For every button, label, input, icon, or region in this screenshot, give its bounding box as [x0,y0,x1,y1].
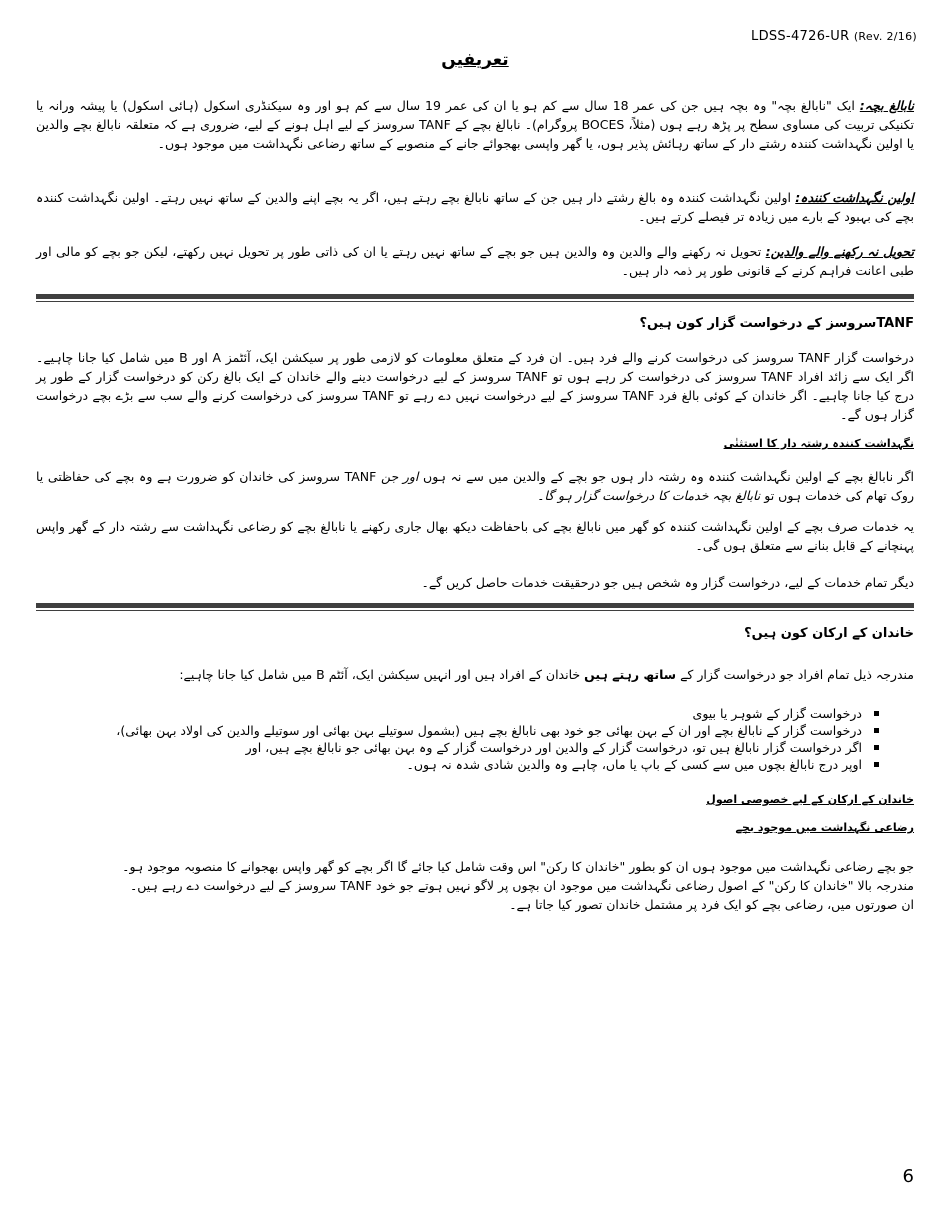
exception-text: اگر نابالغ بچے کے اولین نگہداشت کنندہ وہ رشتہ دار ہوں جو بچے کے والدین میں سے نہ ہوں [418,469,915,484]
section-divider [36,603,914,608]
intro-text: خاندان کے افراد ہیں اور انہیں سیکشن ایک، آئٹم B میں شامل کیا جانا چاہیے: [179,667,585,682]
section-divider [36,294,914,299]
list-item: اوپر درج نابالغ بچوں میں سے کسی کے باپ یا ماں، چاہے وہ والدین شادی شدہ نہ ہوں۔ [36,756,914,773]
special-rules-heading: خاندان کے ارکان کے لیے خصوصی اصول [706,793,914,806]
form-identifier [751,29,917,44]
exception-paragraph-2: یہ خدمات صرف بچے کے اولین نگہداشت کنندہ کو گھر میں نابالغ بچے کی باحفاظت دیکھ بھال جاری رکھنے یا نابالغ بچے کو رضاعی نگہداشت سے رشتہ دار کے گھر واپس پہنچانے کے قابل بنانے سے متعلق ہوں گی۔ [36,519,914,553]
caretaker-exception-heading: نگہداشت کنندہ رشتہ دار کا استثنٰی [723,437,914,450]
foster-line-1: جو بچے رضاعی نگہداشت میں موجود ہوں ان کو بطور "خاندان کا رکن" اس وقت شامل کیا جائے گا اگر بچے کو گھر واپس بھجوانے کا منصوبہ موجود ہو۔ [122,859,914,874]
foster-care-heading: رضاعی نگہداشت میں موجود بچے [735,821,914,834]
definition-minor-child [36,96,914,153]
exception-emphasis: اور جن [380,469,419,484]
list-item: درخواست گزار کے شوہر یا بیوی [36,705,914,722]
list-item: درخواست گزار کے نابالغ بچے اور ان کے بہن بھائی جو خود بھی نابالغ بچے ہیں (بشمول سوتیلے بہن بھائی اور سوتیلے والدین کی اولاد بہن بھائی)، [36,722,914,739]
definition-text: اولین نگہداشت کنندہ وہ بالغ رشتے دار ہیں جن کے ساتھ نابالغ بچے رہتے ہیں، اگر یہ بچے اپنے والدین کے ساتھ نہیں رہتے۔ اولین نگہداشت کنندہ بچے کی بہبود کے بارے میں زیادہ تر فیصلے کرتے ہیں۔ [36,190,914,224]
definition-non-custodial-parent [36,242,914,280]
foster-care-paragraph [36,857,914,914]
exception-paragraph-1 [36,467,914,505]
applicants-paragraph: درخواست گزار TANF سروسز کی درخواست کرنے والے فرد ہیں۔ ان فرد کے متعلق معلومات کو لازمی طور پر سیکشن ایک، آئٹمز A اور B میں شامل کیا جانا چاہیے۔ اگر ایک سے زائد افراد TANF سروسز کی درخواست کر رہے ہوں تو TANF سروسز کے لیے درخواست دینے والے خاندان کے ایک بالغ رکن کو درخواست گزار کے طور پر درج کیا جانا چاہیے۔ اگر خاندان کے کوئی بالغ فرد TANF سروسز کے لیے درخواست نہیں دے رہے تو TANF سروسز کی درخواست کرنے والے سب سے بڑے بچے درخواست گزار ہوں گے۔ [36,350,914,422]
page-title: تعریفیں [441,50,509,70]
foster-line-2: مندرجہ بالا "خاندان کا رکن" کے اصول رضاعی نگہداشت میں موجود ان بچوں پر لاگو نہیں ہوتے جو خود TANF سروسز کے لیے درخواست دے رہے ہیں۔ [129,878,914,893]
definition-term: اولین نگہداشت کنندہ: [795,190,914,205]
intro-emphasis: ساتھ رہتے ہیں [584,667,677,682]
form-revision: (Rev. 2/16) [853,30,917,43]
section-heading-household: خاندان کے ارکان کون ہیں؟ [744,626,914,641]
intro-text: مندرجہ ذیل تمام افراد جو درخواست گزار کے [676,667,914,682]
page-number: 6 [902,1166,914,1187]
exception-paragraph-3: دیگر تمام خدمات کے لیے، درخواست گزار وہ شخص ہیں جو درحقیقت خدمات حاصل کریں گے۔ [421,575,914,590]
exception-text: TANF سروسز کی خاندان کو ضرورت ہے وہ بچے کی حفاظتی یا روک تھام کی خدمات ہوں تو [36,469,914,503]
exception-emphasis: نابالغ بچہ خدمات کا درخواست گزار ہو گا۔ [537,488,761,503]
form-code: LDSS-4726-UR [751,29,850,44]
definition-term: نابالغ بچہ: [859,98,915,113]
household-intro [36,665,914,684]
foster-line-3: ان صورتوں میں، رضاعی بچے کو ایک فرد پر مشتمل خاندان تصور کیا جاتا ہے۔ [509,897,914,912]
definition-term: تحویل نہ رکھنے والے والدین: [765,244,914,259]
definition-text: تحویل نہ رکھنے والے والدین وہ والدین ہیں جو بچے کے ساتھ نہیں رہتے یا ان کی ذاتی طور پر تحویل نہیں رکھتے، لیکن جو بچے کو مالی اور طبی اعانت فراہم کرنے کے قانونی طور پر ذمہ دار ہیں۔ [36,244,914,278]
definition-primary-caretaker [36,188,914,226]
household-members-list [36,705,914,773]
list-item: اگر درخواست گزار نابالغ ہیں تو، درخواست گزار کے والدین اور درخواست گزار کے وہ بہن بھائی جو نابالغ بچے ہیں، اور [36,739,914,756]
section-heading-applicants: TANFسروسز کے درخواست گزار کون ہیں؟ [639,316,914,331]
definition-text: ایک "نابالغ بچہ" وہ بچہ ہیں جن کی عمر 18 سال سے کم ہو یا ان کی عمر 19 سال سے کم ہو اور وہ سیکنڈری اسکول (ہائی اسکول) یا پیشہ ورانہ یا تکنیکی تربیت کی مساوی سطح پر پڑھ رہے ہوں (مثلاً، BOCES پروگرام)۔ نابالغ بچے کے TANF سروسز کے لیے اہل ہونے کے لیے، ضروری ہے کہ متعلقہ نابالغ بچے والدین یا اولین نگہداشت کنندہ رشتے دار کے ساتھ رہائش پذیر ہوں، یا گھر واپسی بھجوائے جانے کے منصوبے کے ساتھ رضاعی نگہداشت میں موجود ہوں۔ [36,98,914,151]
